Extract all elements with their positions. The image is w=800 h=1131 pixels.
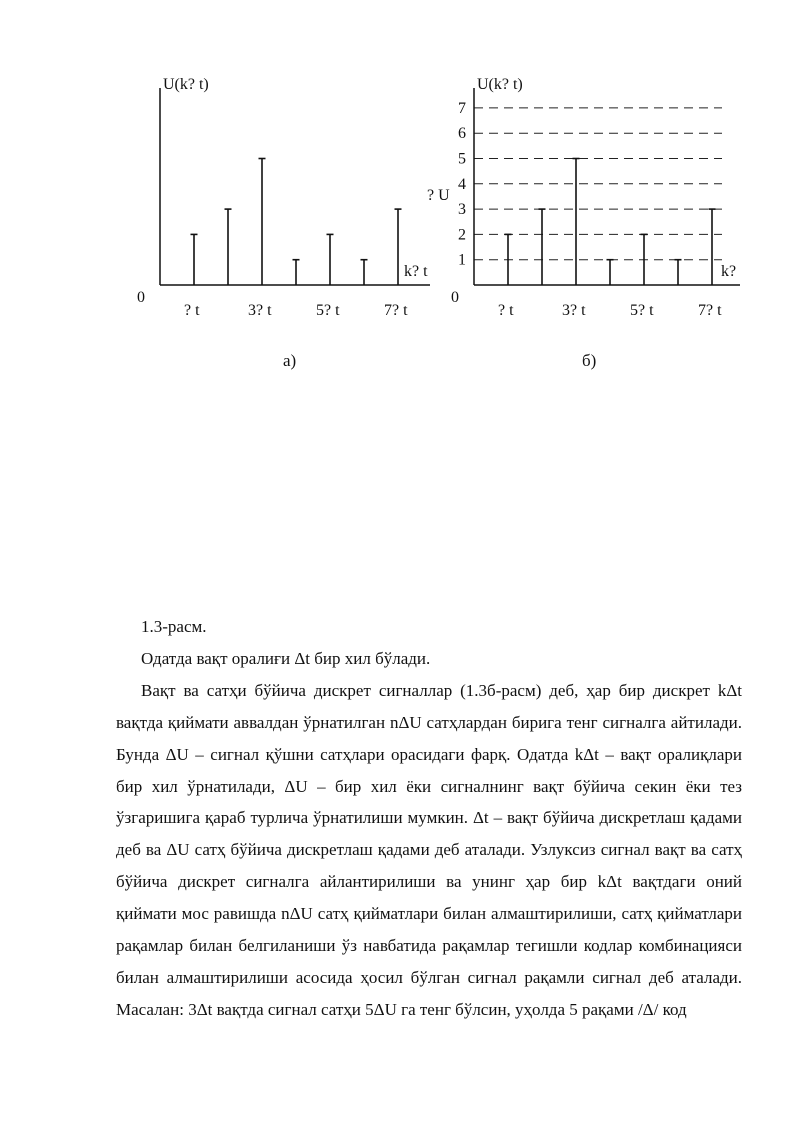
x-tick-label: ? t xyxy=(498,302,514,319)
paragraph: Вақт ва сатҳи бўйича дискрет сигналлар (1.3б-расм) деб, ҳар бир дискрет kΔt вақтда қиймати аввалдан ўрнатилган nΔU сатҳлардан бирига тенг сигналга айтилади. Бунда ΔU – сигнал қўшни сатҳлари орасидаги фарқ. Одатда kΔt – вақт оралиқлари бир хил ўрнатилади, ΔU – бир хил ёки сигналнинг вақт бўйича секин ёки тез ўзгаришига қараб турлича ўрнатилиши мумкин. Δt – вақт бўйича дискретлаш қадами деб ва ΔU сатҳ бўйича дискретлаш қадами деб аталади. Узлуксиз сигнал вақт ва сатҳ бўйича дискрет сигналга айлантирилиши ва унинг ҳар бир kΔt вақтдаги оний қиймати мос равишда nΔU сатҳ қийматлари билан алмаштирилиши, сатҳ қийматлари рақамлар билан белгиланиши ўз навбатида рақамлар тегишли кодлар комбинацияси билан алмаштирилиши асосида ҳосил бўлган сигнал рақамли сигнал деб аталади. Масалан: 3Δt вақтда сигнал сатҳи 5ΔU га тенг бўлсин, уҳолда 5 рақами /Δ/ код xyxy=(116,680,742,1019)
level-grid xyxy=(474,108,722,260)
y-tick-label: 6 xyxy=(458,125,466,143)
y-tick-label: 5 xyxy=(458,150,466,168)
x-tick-label: 3? t xyxy=(248,302,272,319)
y-tick-label: 2 xyxy=(458,226,466,244)
x-axis-label: k? xyxy=(721,263,737,280)
x-tick-label: 5? t xyxy=(316,302,340,319)
caption-b: б) xyxy=(582,351,597,370)
x-tick-label: 7? t xyxy=(698,302,722,319)
y-tick-label: 4 xyxy=(458,175,466,193)
x-tick-label: 7? t xyxy=(384,302,408,319)
x-tick-label: 5? t xyxy=(630,302,654,319)
panel-b-stem-plot xyxy=(427,76,740,319)
y-tick-label: 1 xyxy=(458,251,466,269)
stems-b xyxy=(505,159,716,286)
x-tick-label: ? t xyxy=(184,302,200,319)
stems-a xyxy=(191,159,402,286)
figure-label: 1.3-расм. xyxy=(141,617,207,636)
y-tick-labels xyxy=(458,100,466,269)
body-text xyxy=(116,611,742,1026)
y-axis-label: U(k? t) xyxy=(477,76,523,93)
paragraph: Одатда вақт оралиғи Δt бир хил бўлади. xyxy=(141,648,431,668)
panel-a-stem-plot xyxy=(137,76,430,319)
x-axis-label: k? t xyxy=(404,263,428,280)
delta-u-label: ? U xyxy=(427,187,450,204)
origin-label: 0 xyxy=(137,289,145,306)
origin-label: 0 xyxy=(451,289,459,306)
y-tick-label: 7 xyxy=(458,99,466,117)
y-tick-label: 3 xyxy=(458,201,466,219)
caption-a: а) xyxy=(283,351,297,370)
y-axis-label: U(k? t) xyxy=(163,76,209,93)
x-tick-label: 3? t xyxy=(562,302,586,319)
